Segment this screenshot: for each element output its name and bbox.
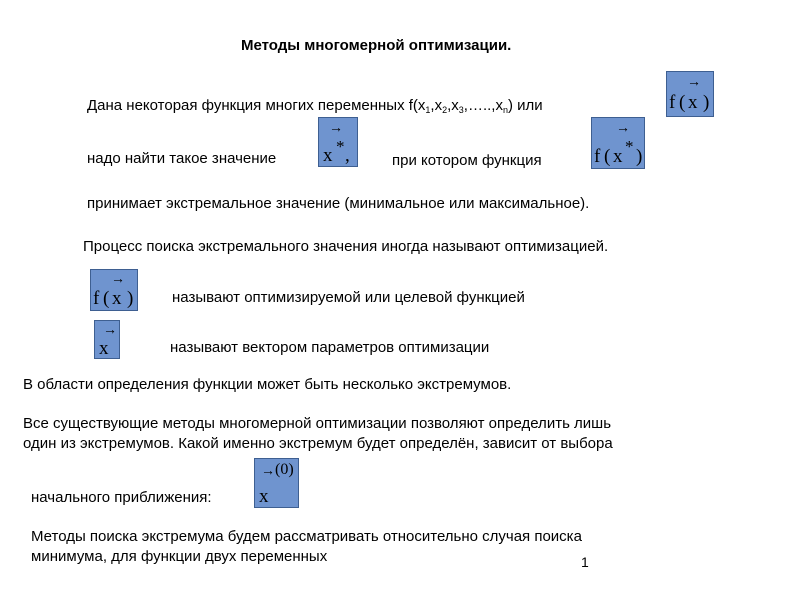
- page-number: 1: [581, 554, 589, 570]
- line-at-which: при котором функция: [392, 152, 542, 169]
- paragraph-two-variables-line-2: минимума, для функции двух переменных: [31, 548, 328, 565]
- paragraph-two-variables: [31, 528, 582, 566]
- sub-1: 1: [425, 105, 431, 115]
- slide-title: Методы многомерной оптимизации.: [241, 37, 512, 54]
- formula-f: f: [669, 92, 676, 113]
- paragraph-methods-line-1: Все существующие методы многомерной оптимизации позволяют определить лишь: [23, 415, 612, 432]
- line1-prefix: Дана некоторая функция многих переменных f(x: [87, 97, 426, 114]
- line1-suffix: ) или: [507, 97, 543, 114]
- formula-superscript-zero: (0): [275, 461, 294, 478]
- sub-2: 2: [442, 105, 448, 115]
- paragraph-two-variables-line-1: Методы поиска экстремума будем рассматривать относительно случая поиска: [31, 528, 582, 545]
- formula-rparen: ): [127, 288, 134, 309]
- formula-f-of-x-star: [591, 117, 645, 169]
- line-given-function: [87, 97, 543, 119]
- line-extremum-value: принимает экстремальное значение (минимальное или максимальное).: [87, 195, 590, 212]
- formula-star: *: [336, 137, 345, 156]
- vector-arrow-icon: →: [616, 121, 630, 136]
- formula-objective-function: [90, 269, 138, 311]
- paragraph-methods-line-2: один из экстремумов. Какой именно экстремум будет определён, зависит от выбора: [23, 435, 613, 452]
- vector-arrow-icon: →: [329, 121, 343, 136]
- formula-lparen: (: [103, 288, 110, 309]
- formula-x: x: [688, 92, 698, 113]
- formula-x: x: [259, 486, 269, 507]
- formula-rparen: ): [703, 92, 710, 113]
- line-find-value: надо найти такое значение: [87, 150, 277, 167]
- formula-f: f: [594, 146, 601, 167]
- formula-star: *: [625, 137, 634, 156]
- vector-arrow-icon: →: [111, 272, 125, 287]
- formula-parameter-vector: [94, 320, 120, 359]
- vector-arrow-icon: →: [103, 323, 117, 338]
- formula-f: f: [93, 288, 100, 309]
- formula-x: x: [323, 145, 333, 166]
- formula-x-star: [318, 117, 358, 167]
- vector-arrow-icon: →: [687, 75, 701, 90]
- line1-c1: ,x: [430, 97, 443, 114]
- formula-x: x: [99, 338, 109, 359]
- line-objective-function: называют оптимизируемой или целевой функцией: [172, 289, 525, 306]
- line-optimization-definition: Процесс поиска экстремального значения иногда называют оптимизацией.: [83, 238, 609, 255]
- line-parameter-vector: называют вектором параметров оптимизации: [170, 339, 490, 356]
- formula-lparen: (: [679, 92, 686, 113]
- formula-x: x: [112, 288, 122, 309]
- formula-comma: ,: [345, 145, 350, 166]
- formula-f-of-x-vector: [666, 71, 714, 117]
- formula-rparen: ): [636, 146, 643, 167]
- sub-3: 3: [458, 105, 464, 115]
- line-initial-approximation: начального приближения:: [31, 489, 212, 506]
- line-multiple-extrema: В области определения функции может быть несколько экстремумов.: [23, 376, 512, 393]
- paragraph-methods: [23, 415, 613, 453]
- vector-arrow-icon: →: [261, 464, 275, 479]
- formula-initial-point: [254, 458, 299, 508]
- line1-c3: ,…..,x: [463, 97, 503, 114]
- formula-x: x: [613, 146, 623, 167]
- sub-n: n: [502, 105, 508, 115]
- line1-c2: ,x: [447, 97, 459, 114]
- formula-lparen: (: [604, 146, 611, 167]
